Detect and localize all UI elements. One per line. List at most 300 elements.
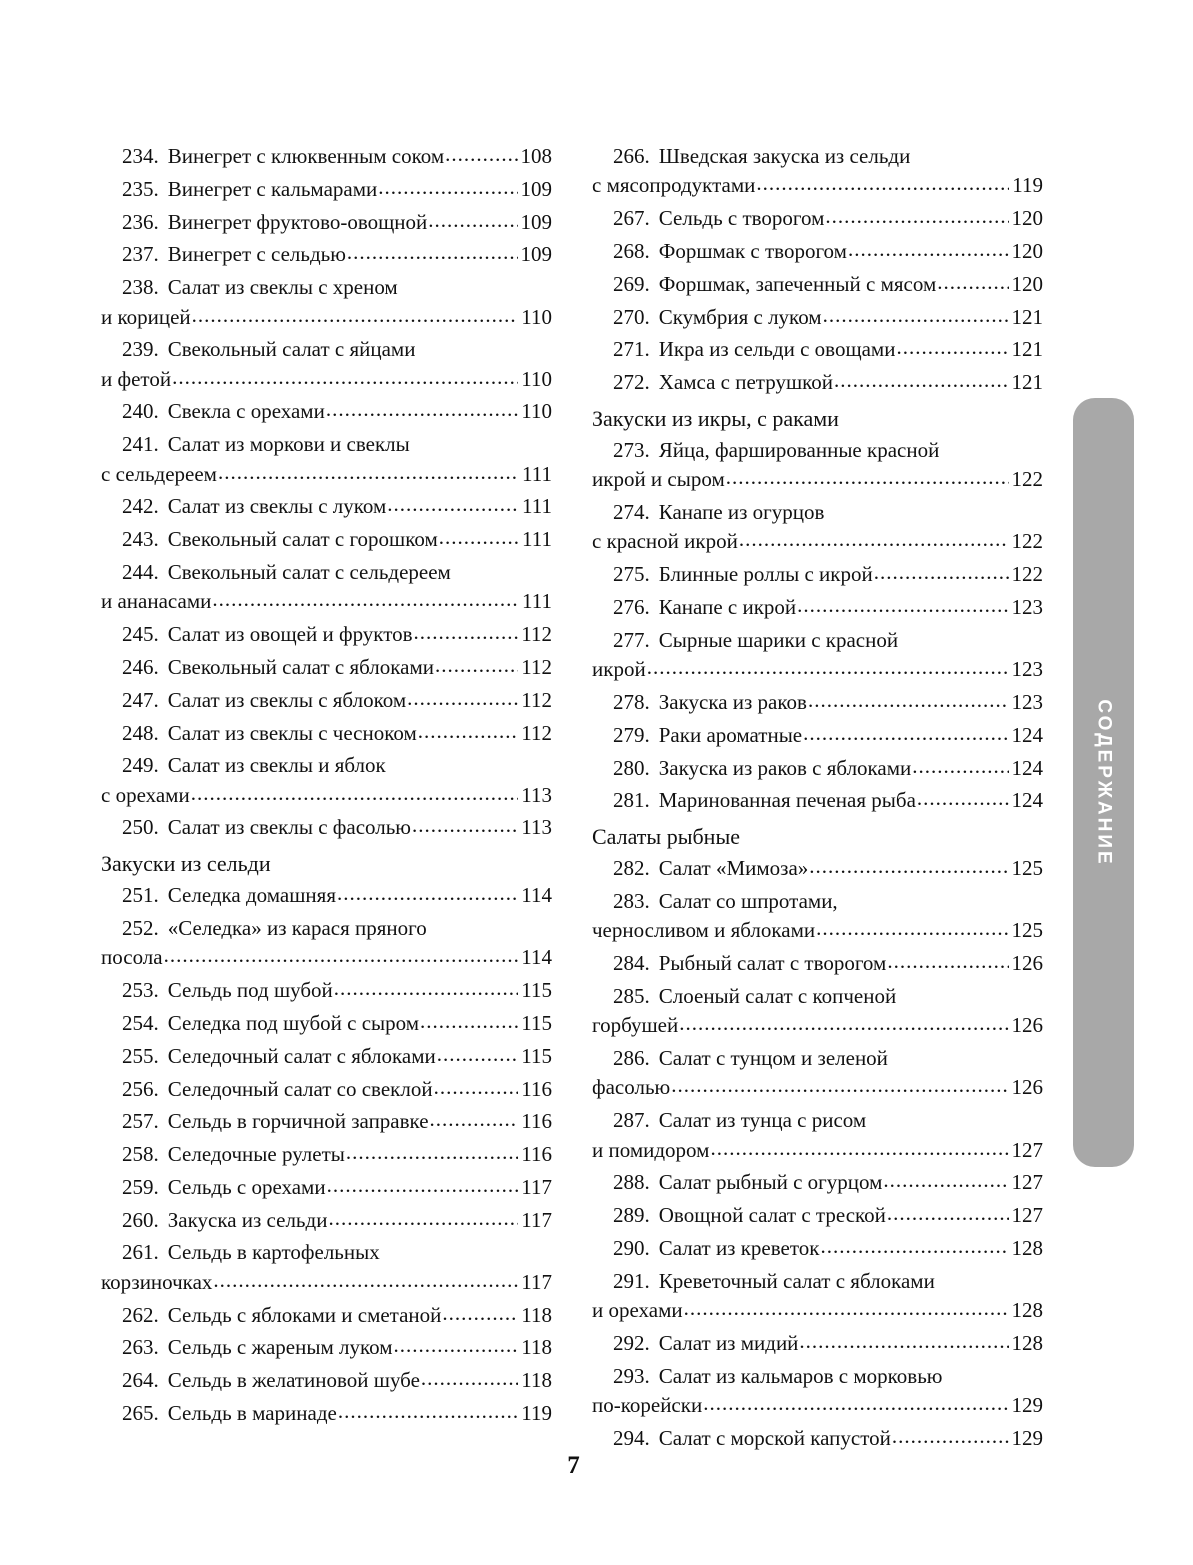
toc-entry-line bbox=[122, 1009, 552, 1038]
entry-title: Салат из мидий bbox=[658, 1330, 799, 1355]
entry-title: Сельдь с орехами bbox=[167, 1174, 326, 1199]
entry-number: 242. bbox=[122, 494, 159, 519]
entry-number: 267. bbox=[613, 206, 650, 231]
toc-entry bbox=[592, 887, 1043, 946]
toc-entry-line bbox=[122, 881, 552, 910]
entry-number: 288. bbox=[613, 1170, 650, 1195]
dot-leader bbox=[887, 947, 1008, 968]
dot-leader bbox=[710, 1134, 1008, 1155]
side-tab-label-wrap bbox=[1073, 398, 1134, 1167]
entry-number: 260. bbox=[122, 1207, 159, 1232]
toc-entry bbox=[101, 914, 552, 973]
entry-page: 115 bbox=[521, 1010, 552, 1035]
dot-leader bbox=[816, 914, 1008, 935]
entry-page: 110 bbox=[521, 366, 552, 391]
toc-entry bbox=[101, 558, 552, 617]
toc-entry-continuation bbox=[101, 1268, 552, 1297]
toc-entry bbox=[101, 1107, 552, 1136]
entry-page: 113 bbox=[521, 782, 552, 807]
entry-page: 122 bbox=[1011, 529, 1043, 554]
toc-entry-line bbox=[122, 335, 552, 364]
entry-title: с орехами bbox=[101, 782, 190, 807]
entry-page: 109 bbox=[520, 209, 552, 234]
dot-leader bbox=[684, 1294, 1009, 1315]
dot-leader bbox=[887, 1199, 1009, 1220]
dot-leader bbox=[346, 1138, 518, 1159]
dot-leader bbox=[338, 1397, 518, 1418]
toc-entry-line bbox=[613, 1106, 1043, 1135]
entry-title: посола bbox=[101, 945, 163, 970]
toc-entry bbox=[101, 1075, 552, 1104]
entry-number: 272. bbox=[613, 370, 650, 395]
entry-page: 123 bbox=[1011, 689, 1043, 714]
dot-leader bbox=[218, 458, 519, 479]
entry-number: 248. bbox=[122, 720, 159, 745]
section-heading: Салаты рыбные bbox=[592, 824, 740, 850]
entry-title: Свекольный салат с яйцами bbox=[167, 337, 416, 362]
dot-leader bbox=[442, 1299, 518, 1320]
toc-entry-line bbox=[122, 620, 552, 649]
entry-title: Сельдь с творогом bbox=[658, 206, 825, 231]
entry-title: Блинные роллы с икрой bbox=[658, 562, 873, 587]
entry-title: Салат рыбный с огурцом bbox=[658, 1170, 883, 1195]
entry-page: 115 bbox=[521, 1043, 552, 1068]
entry-page: 117 bbox=[521, 1269, 552, 1294]
entry-page: 123 bbox=[1011, 657, 1043, 682]
toc-entry bbox=[101, 751, 552, 810]
entry-number: 271. bbox=[613, 337, 650, 362]
entry-number: 250. bbox=[122, 815, 159, 840]
entry-title: Салат из кальмаров с морковью bbox=[658, 1363, 943, 1388]
toc-entry-line bbox=[122, 719, 552, 748]
entry-number: 281. bbox=[613, 788, 650, 813]
entry-number: 276. bbox=[613, 594, 650, 619]
toc-entry-line bbox=[613, 560, 1043, 589]
toc-entry-line bbox=[613, 949, 1043, 978]
toc-entry bbox=[592, 854, 1043, 883]
toc-entry bbox=[101, 208, 552, 237]
dot-leader bbox=[326, 395, 518, 416]
entry-title: Скумбрия с луком bbox=[658, 304, 822, 329]
toc-entry bbox=[101, 1238, 552, 1297]
entry-title: Салат из креветок bbox=[658, 1235, 820, 1260]
entry-number: 238. bbox=[122, 275, 159, 300]
entry-page: 114 bbox=[521, 883, 552, 908]
entry-number: 265. bbox=[122, 1400, 159, 1425]
dot-leader bbox=[834, 366, 1008, 387]
toc-entry-line bbox=[613, 1329, 1043, 1358]
entry-number: 273. bbox=[613, 437, 650, 462]
dot-leader bbox=[756, 169, 1009, 190]
toc-entry-continuation bbox=[592, 1011, 1043, 1040]
toc-entry-line bbox=[613, 270, 1043, 299]
toc-entry bbox=[101, 335, 552, 394]
toc-entry bbox=[101, 397, 552, 426]
entry-title: Сельдь с жареным луком bbox=[167, 1335, 393, 1360]
toc-entry bbox=[101, 142, 552, 171]
dot-leader bbox=[407, 684, 518, 705]
dot-leader bbox=[647, 653, 1009, 674]
entry-number: 289. bbox=[613, 1203, 650, 1228]
entry-title: и фетой bbox=[101, 366, 172, 391]
toc-entry-line bbox=[122, 1140, 552, 1169]
toc-entry-line bbox=[613, 1234, 1043, 1263]
entry-title: Закуска из раков bbox=[658, 689, 807, 714]
entry-title: Салат из свеклы с луком bbox=[167, 494, 387, 519]
entry-number: 249. bbox=[122, 753, 159, 778]
toc-entry-line bbox=[122, 653, 552, 682]
dot-leader bbox=[896, 333, 1008, 354]
entry-page: 127 bbox=[1011, 1203, 1043, 1228]
entry-title: и ананасами bbox=[101, 589, 212, 614]
toc-entry-line bbox=[122, 914, 552, 943]
entry-title: Канапе из огурцов bbox=[658, 500, 825, 525]
dot-leader bbox=[917, 784, 1009, 805]
toc-entry bbox=[592, 237, 1043, 266]
toc-entry-line bbox=[613, 688, 1043, 717]
toc-entry-line bbox=[613, 1362, 1043, 1391]
entry-number: 294. bbox=[613, 1425, 650, 1450]
entry-number: 278. bbox=[613, 689, 650, 714]
entry-title: Селедка под шубой с сыром bbox=[167, 1010, 420, 1035]
entry-title: Сельдь с яблоками и сметаной bbox=[167, 1302, 442, 1327]
toc-entry bbox=[592, 1168, 1043, 1197]
toc-entry bbox=[592, 270, 1043, 299]
entry-number: 292. bbox=[613, 1330, 650, 1355]
dot-leader bbox=[803, 719, 1008, 740]
dot-leader bbox=[434, 1073, 519, 1094]
dot-leader bbox=[883, 1166, 1008, 1187]
toc-entry bbox=[592, 626, 1043, 685]
toc-entry bbox=[592, 303, 1043, 332]
entry-number: 279. bbox=[613, 722, 650, 747]
entry-title: Салат с морской капустой bbox=[658, 1425, 891, 1450]
toc-entry bbox=[592, 786, 1043, 815]
toc-entry bbox=[101, 1042, 552, 1071]
entry-title: Салат из свеклы с чесноком bbox=[167, 720, 417, 745]
toc-entry bbox=[592, 949, 1043, 978]
entry-title: фасолью bbox=[592, 1075, 671, 1100]
entry-title: Винегрет с кальмарами bbox=[167, 176, 378, 201]
toc-entry-continuation bbox=[101, 460, 552, 489]
toc-entry bbox=[592, 436, 1043, 495]
section-heading: Закуски из сельди bbox=[101, 851, 271, 877]
entry-title: Винегрет фруктово-овощной bbox=[167, 209, 428, 234]
entry-page: 114 bbox=[521, 945, 552, 970]
toc-entry-line bbox=[613, 1044, 1043, 1073]
entry-page: 124 bbox=[1011, 755, 1043, 780]
toc-column-left bbox=[101, 142, 552, 1432]
entry-title: Селедка домашняя bbox=[167, 883, 336, 908]
entry-number: 268. bbox=[613, 238, 650, 263]
dot-leader bbox=[435, 651, 518, 672]
entry-number: 261. bbox=[122, 1240, 159, 1265]
dot-leader bbox=[445, 140, 517, 161]
entry-page: 116 bbox=[521, 1142, 552, 1167]
entry-title: Канапе с икрой bbox=[658, 594, 797, 619]
entry-page: 116 bbox=[521, 1076, 552, 1101]
toc-entry bbox=[101, 273, 552, 332]
toc-entry-line bbox=[613, 887, 1043, 916]
entry-number: 251. bbox=[122, 883, 159, 908]
toc-entry bbox=[592, 1362, 1043, 1421]
entry-number: 266. bbox=[613, 144, 650, 168]
toc-column-right bbox=[592, 142, 1043, 1457]
dot-leader bbox=[418, 717, 518, 738]
toc-entry-line bbox=[122, 1042, 552, 1071]
entry-page: 120 bbox=[1011, 206, 1043, 231]
toc-entry-line bbox=[122, 525, 552, 554]
entry-title: Шведская закуска из сельди bbox=[658, 144, 911, 168]
toc-entry bbox=[592, 1106, 1043, 1165]
toc-entry-line bbox=[122, 430, 552, 459]
entry-page: 129 bbox=[1011, 1425, 1043, 1450]
dot-leader bbox=[337, 879, 518, 900]
entry-number: 284. bbox=[613, 951, 650, 976]
entry-page: 126 bbox=[1011, 1075, 1043, 1100]
entry-number: 259. bbox=[122, 1174, 159, 1199]
entry-number: 236. bbox=[122, 209, 159, 234]
entry-page: 113 bbox=[521, 815, 552, 840]
entry-number: 263. bbox=[122, 1335, 159, 1360]
entry-title: Сельдь в маринаде bbox=[167, 1400, 337, 1425]
side-tab-label: СОДЕРЖАНИЕ bbox=[1093, 698, 1115, 867]
entry-title: и помидором bbox=[592, 1137, 710, 1162]
entry-page: 112 bbox=[521, 720, 552, 745]
toc-entry-line bbox=[613, 1424, 1043, 1453]
entry-title: и корицей bbox=[101, 304, 191, 329]
toc-entry-line bbox=[613, 721, 1043, 750]
entry-title: Сырные шарики с красной bbox=[658, 627, 899, 652]
dot-leader bbox=[414, 618, 519, 639]
entry-page: 125 bbox=[1011, 856, 1043, 881]
entry-page: 126 bbox=[1011, 1013, 1043, 1038]
dot-leader bbox=[825, 202, 1008, 223]
dot-leader bbox=[387, 490, 519, 511]
entry-page: 120 bbox=[1011, 238, 1043, 263]
page-number: 7 bbox=[567, 1452, 580, 1479]
entry-number: 269. bbox=[613, 271, 650, 296]
entry-page: 122 bbox=[1011, 467, 1043, 492]
entry-title: с мясопродуктами bbox=[592, 173, 756, 198]
entry-page: 129 bbox=[1011, 1393, 1043, 1417]
entry-page: 119 bbox=[521, 1400, 552, 1425]
dot-leader bbox=[937, 268, 1008, 289]
entry-page: 127 bbox=[1011, 1137, 1043, 1162]
toc-entry-line bbox=[122, 1075, 552, 1104]
entry-title: Салат из свеклы и яблок bbox=[167, 753, 386, 778]
entry-title: Икра из сельди с овощами bbox=[658, 337, 896, 362]
dot-leader bbox=[671, 1071, 1008, 1092]
toc-entry-line bbox=[122, 142, 552, 171]
toc-entry bbox=[592, 1201, 1043, 1230]
entry-number: 274. bbox=[613, 500, 650, 525]
entry-page: 111 bbox=[522, 461, 552, 486]
dot-leader bbox=[679, 1009, 1008, 1030]
toc-entry bbox=[592, 593, 1043, 622]
toc-entry-line bbox=[122, 1366, 552, 1395]
toc-entry-line bbox=[613, 1201, 1043, 1230]
dot-leader bbox=[726, 463, 1009, 484]
entry-title: Сельдь в горчичной заправке bbox=[167, 1109, 429, 1134]
toc-entry-line bbox=[613, 237, 1043, 266]
toc-entry-line bbox=[613, 626, 1043, 655]
entry-page: 116 bbox=[521, 1109, 552, 1134]
entry-page: 126 bbox=[1011, 951, 1043, 976]
entry-page: 110 bbox=[521, 304, 552, 329]
entry-number: 256. bbox=[122, 1076, 159, 1101]
toc-entry-line bbox=[613, 1267, 1043, 1296]
toc-entry-line bbox=[613, 982, 1043, 1011]
entry-title: Салат из свеклы с фасолью bbox=[167, 815, 411, 840]
toc-entry bbox=[592, 754, 1043, 783]
entry-number: 239. bbox=[122, 337, 159, 362]
entry-title: горбушей bbox=[592, 1013, 679, 1038]
entry-title: Форшмак с творогом bbox=[658, 238, 847, 263]
entry-title: Раки ароматные bbox=[658, 722, 803, 747]
toc-entry-line bbox=[122, 240, 552, 269]
dot-leader bbox=[164, 941, 519, 962]
dot-leader bbox=[378, 173, 517, 194]
toc-entry-line bbox=[613, 854, 1043, 883]
entry-title: Яйца, фаршированные красной bbox=[658, 437, 940, 462]
toc-entry-line bbox=[122, 976, 552, 1005]
entry-title: корзиночках bbox=[101, 1269, 213, 1294]
toc-entry bbox=[101, 813, 552, 842]
entry-page: 118 bbox=[521, 1368, 552, 1393]
entry-page: 119 bbox=[1012, 173, 1043, 198]
entry-title: Свекольный салат с сельдереем bbox=[167, 559, 451, 584]
section-heading: Закуски из икры, с раками bbox=[592, 405, 839, 431]
entry-page: 112 bbox=[521, 687, 552, 712]
dot-leader bbox=[172, 363, 518, 384]
toc-entry bbox=[101, 430, 552, 489]
entry-page: 111 bbox=[522, 527, 552, 552]
toc-entry-line bbox=[613, 754, 1043, 783]
entry-number: 257. bbox=[122, 1109, 159, 1134]
entry-page: 117 bbox=[521, 1207, 552, 1232]
dot-leader bbox=[703, 1389, 1008, 1410]
entry-title: Салат из свеклы с яблоком bbox=[167, 687, 407, 712]
toc-entry bbox=[101, 719, 552, 748]
dot-leader bbox=[912, 752, 1008, 773]
toc-entry-line bbox=[122, 558, 552, 587]
toc-entry bbox=[101, 1333, 552, 1362]
toc-entry-line bbox=[613, 303, 1043, 332]
toc-entry bbox=[592, 721, 1043, 750]
entry-title: икрой и сыром bbox=[592, 467, 725, 492]
toc-entry-line bbox=[122, 175, 552, 204]
entry-title: и орехами bbox=[592, 1298, 683, 1323]
toc-entry-line bbox=[122, 1107, 552, 1136]
dot-leader bbox=[892, 1422, 1009, 1443]
entry-title: Салат из овощей и фруктов bbox=[167, 622, 413, 647]
toc-entry-line bbox=[613, 368, 1043, 397]
toc-entry bbox=[101, 1140, 552, 1169]
entry-number: 283. bbox=[613, 888, 650, 913]
toc-entry bbox=[101, 686, 552, 715]
toc-entry-line bbox=[122, 1301, 552, 1330]
entry-title: с сельдереем bbox=[101, 461, 217, 486]
entry-page: 128 bbox=[1011, 1298, 1043, 1323]
toc-entry-line bbox=[122, 208, 552, 237]
entry-number: 291. bbox=[613, 1268, 650, 1293]
entry-page: 111 bbox=[522, 589, 552, 614]
toc-entry bbox=[101, 653, 552, 682]
toc-entry-line bbox=[613, 498, 1043, 527]
entry-page: 121 bbox=[1011, 370, 1043, 395]
dot-leader bbox=[799, 1327, 1008, 1348]
toc-entry-line bbox=[122, 1206, 552, 1235]
entry-title: Закуска из раков с яблоками bbox=[658, 755, 912, 780]
toc-entry-continuation bbox=[592, 655, 1043, 684]
dot-leader bbox=[439, 523, 519, 544]
entry-title: Сельдь в желатиновой шубе bbox=[167, 1368, 420, 1393]
dot-leader bbox=[428, 206, 517, 227]
entry-title: Салат с тунцом и зеленой bbox=[658, 1045, 888, 1070]
entry-title: Салат из тунца с рисом bbox=[658, 1108, 867, 1133]
toc-entry bbox=[101, 492, 552, 521]
toc-entry-line bbox=[122, 751, 552, 780]
toc-entry-continuation bbox=[592, 916, 1043, 945]
dot-leader bbox=[191, 779, 519, 800]
entry-number: 245. bbox=[122, 622, 159, 647]
toc-entry bbox=[592, 335, 1043, 364]
entry-title: Слоеный салат с копченой bbox=[658, 983, 897, 1008]
entry-title: Сельдь в картофельных bbox=[167, 1240, 380, 1265]
toc-entry-line bbox=[122, 1399, 552, 1428]
entry-number: 258. bbox=[122, 1142, 159, 1167]
entry-title: Креветочный салат с яблоками bbox=[658, 1268, 935, 1293]
entry-page: 124 bbox=[1011, 788, 1043, 813]
toc-entry-continuation bbox=[592, 527, 1043, 556]
toc-entry-line bbox=[122, 1173, 552, 1202]
entry-page: 121 bbox=[1011, 337, 1043, 362]
entry-number: 270. bbox=[613, 304, 650, 329]
entry-title: Сельдь под шубой bbox=[167, 978, 333, 1003]
entry-page: 122 bbox=[1011, 562, 1043, 587]
entry-title: Свекла с орехами bbox=[167, 399, 325, 424]
entry-title: Маринованная печеная рыба bbox=[658, 788, 916, 813]
entry-title: икрой bbox=[592, 657, 646, 682]
toc-entry-continuation bbox=[101, 303, 552, 332]
toc-entry bbox=[101, 1206, 552, 1235]
entry-title: Рыбный салат с творогом bbox=[658, 951, 887, 976]
entry-title: Закуска из сельди bbox=[167, 1207, 328, 1232]
entry-page: 127 bbox=[1011, 1170, 1043, 1195]
toc-entry-continuation bbox=[592, 1073, 1043, 1102]
dot-leader bbox=[213, 1266, 518, 1287]
entry-title: Винегрет с клюквенным соком bbox=[167, 144, 445, 168]
dot-leader bbox=[848, 235, 1009, 256]
dot-leader bbox=[430, 1105, 519, 1126]
entry-page: 117 bbox=[521, 1174, 552, 1199]
entry-page: 108 bbox=[520, 144, 552, 168]
entry-title: Салат из моркови и свеклы bbox=[167, 432, 410, 457]
toc-entry-continuation bbox=[101, 943, 552, 972]
entry-page: 120 bbox=[1011, 271, 1043, 296]
entry-page: 118 bbox=[521, 1302, 552, 1327]
entry-page: 121 bbox=[1011, 304, 1043, 329]
toc-entry bbox=[592, 1329, 1043, 1358]
toc-entry-line bbox=[122, 1333, 552, 1362]
toc-entry bbox=[592, 498, 1043, 557]
toc-entry bbox=[101, 1009, 552, 1038]
dot-leader bbox=[437, 1040, 518, 1061]
entry-title: Винегрет с сельдью bbox=[167, 242, 346, 267]
toc-entry bbox=[101, 976, 552, 1005]
toc-entry-line bbox=[613, 1168, 1043, 1197]
